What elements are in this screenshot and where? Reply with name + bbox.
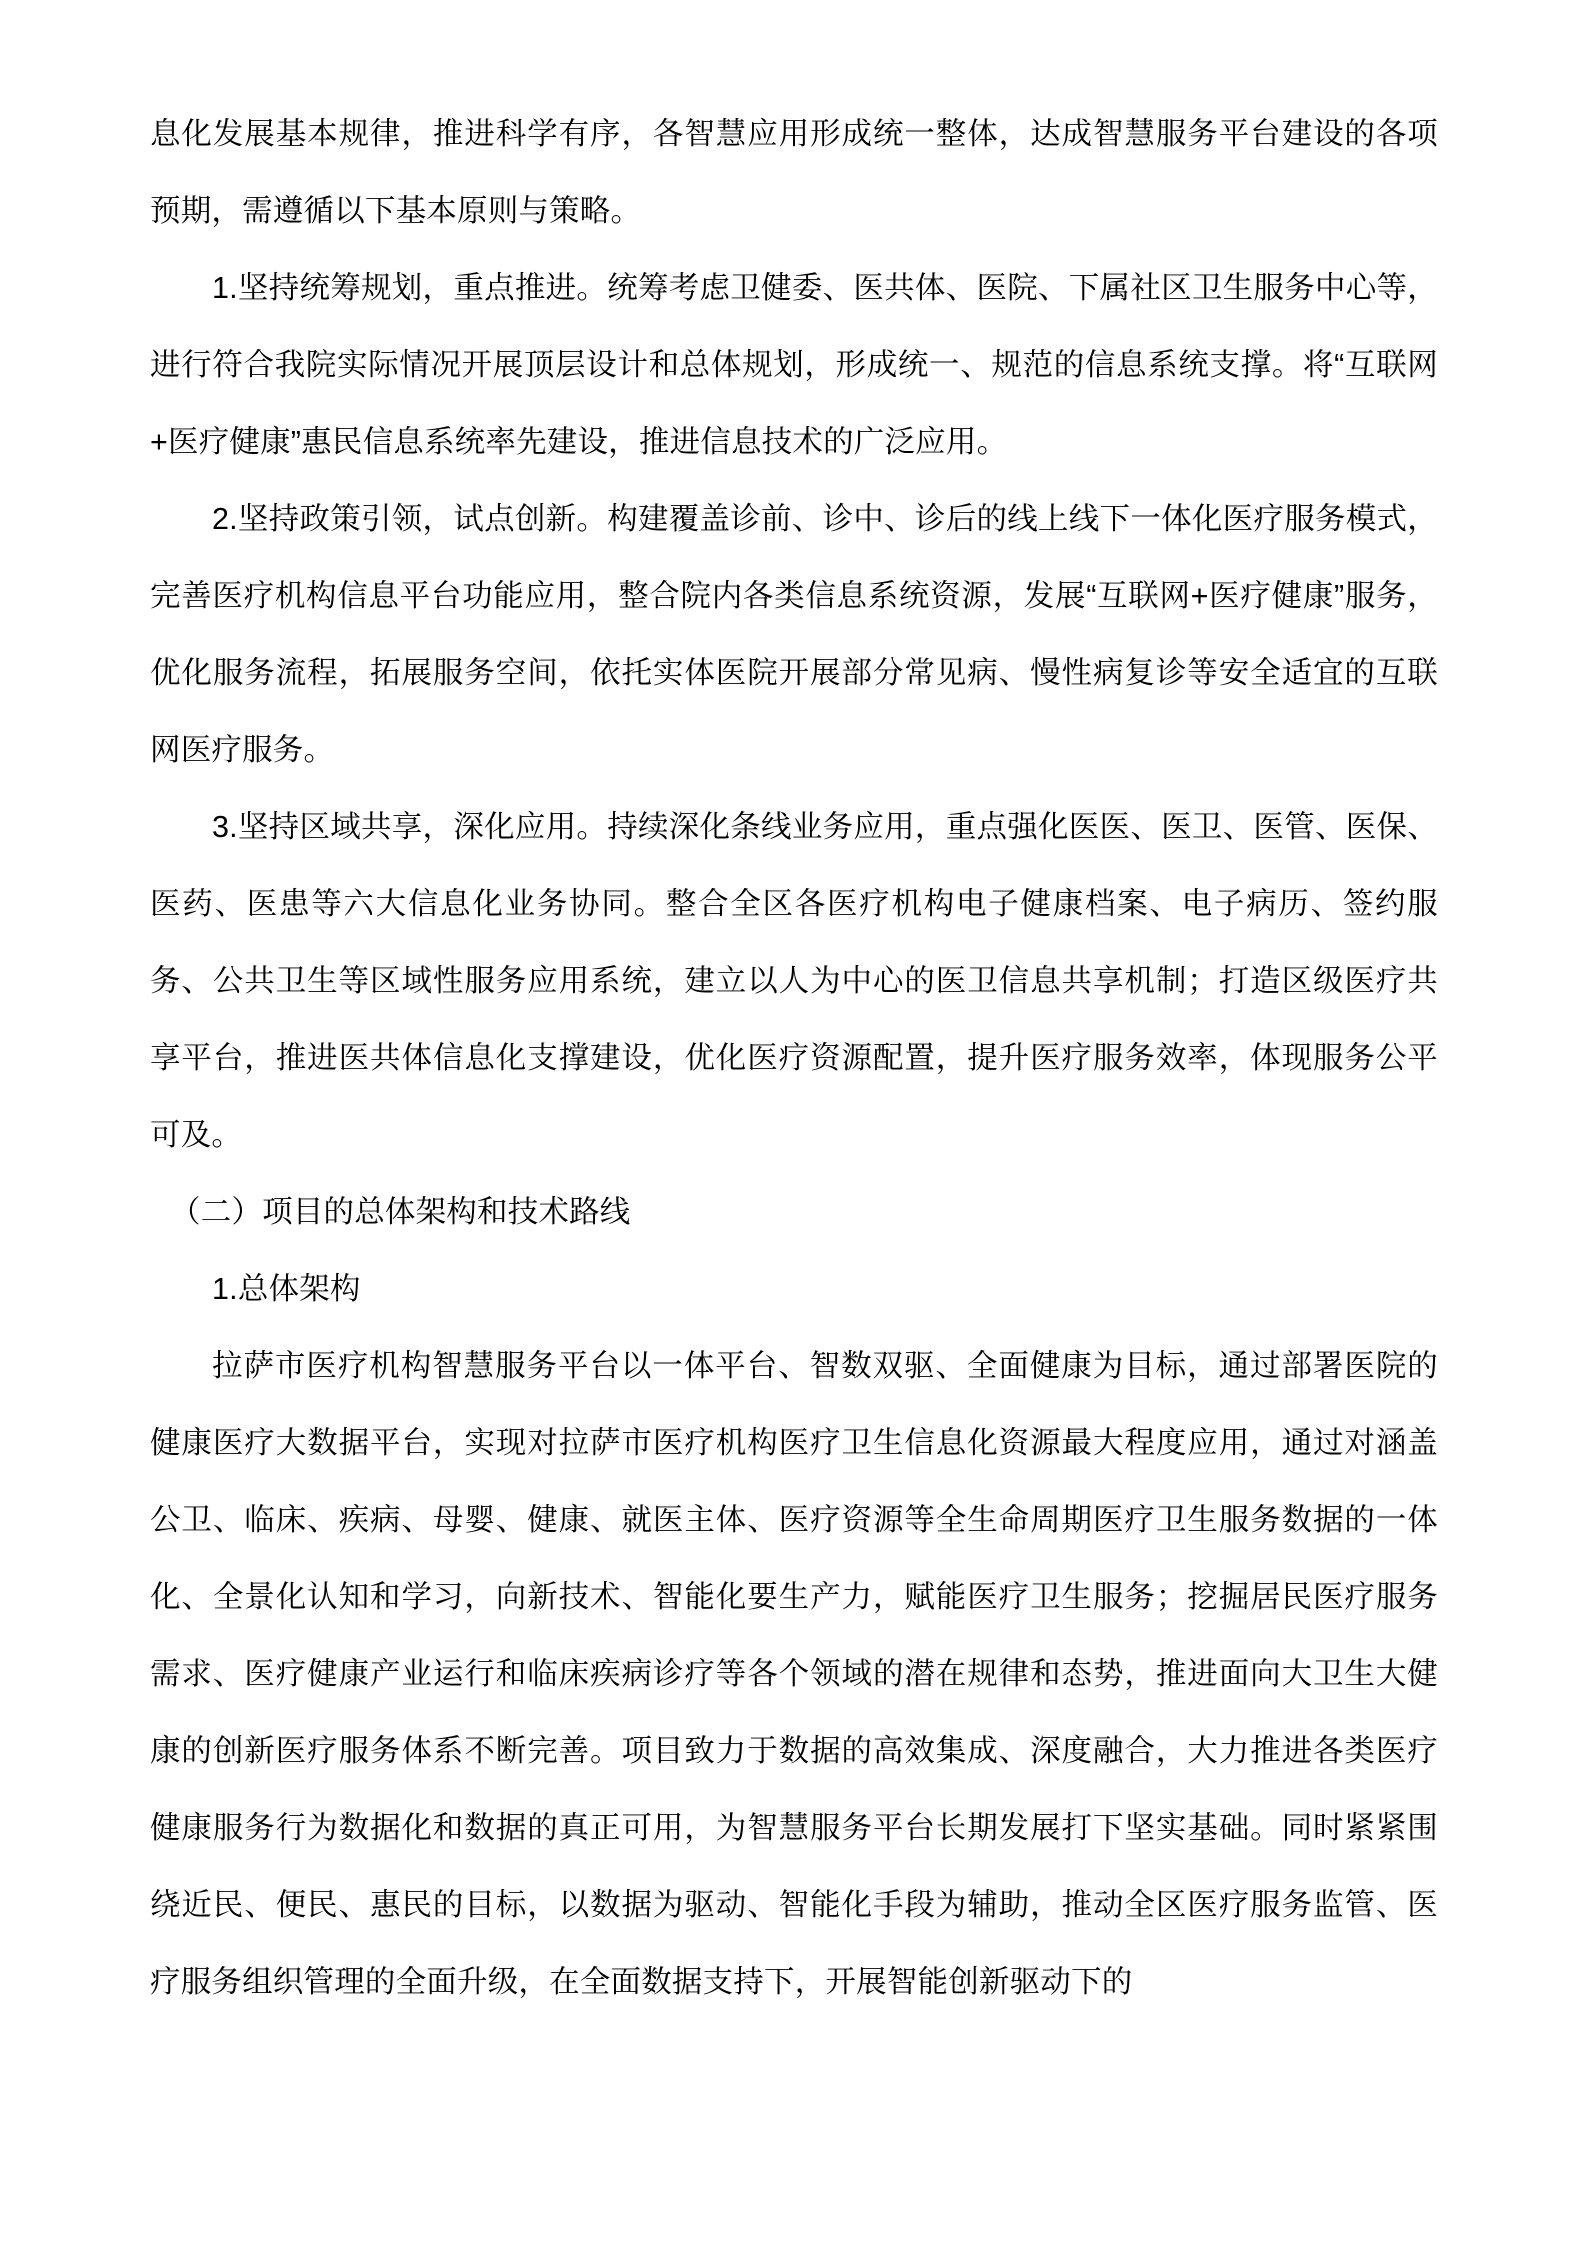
section-heading-project-architecture: （二）项目的总体架构和技术路线 [170, 1195, 631, 1229]
paragraph-principle-2: 2.坚持政策引领，试点创新。构建覆盖诊前、诊中、诊后的线上线下一体化医疗服务模式，完善医疗机构信息平台功能应用，整合院内各类信息系统资源，发展“互联网+医疗健康”服务，优化服务流程，拓展服务空间，依托实体医院开展部分常见病、慢性病复诊等安全适宜的互联网医疗服务。 [150, 502, 1438, 767]
paragraph-principle-3: 3.坚持区域共享，深化应用。持续深化条线业务应用，重点强化医医、医卫、医管、医保、医药、医患等六大信息化业务协同。整合全区各医疗机构电子健康档案、电子病历、签约服务、公共卫生等区域性服务应用系统，建立以人为中心的医卫信息共享机制；打造区级医疗共享平台，推进医共体信息化支撑建设，优化医疗资源配置，提升医疗服务效率，体现服务公平可及。 [150, 810, 1438, 1152]
paragraph-continued-intro: 息化发展基本规律，推进科学有序，各智慧应用形成统一整体，达成智慧服务平台建设的各项预期，需遵循以下基本原则与策略。 [150, 117, 1438, 228]
document-text-body [150, 96, 1438, 2021]
paragraph-principle-1: 1.坚持统筹规划，重点推进。统筹考虑卫健委、医共体、医院、下属社区卫生服务中心等，进行符合我院实际情况开展顶层设计和总体规划，形成统一、规范的信息系统支撑。将“互联网+医疗健康”惠民信息系统率先建设，推进信息技术的广泛应用。 [150, 271, 1438, 459]
paragraph-architecture-body: 拉萨市医疗机构智慧服务平台以一体平台、智数双驱、全面健康为目标，通过部署医院的健康医疗大数据平台，实现对拉萨市医疗机构医疗卫生信息化资源最大程度应用，通过对涵盖公卫、临床、疾病、母婴、健康、就医主体、医疗资源等全生命周期医疗卫生服务数据的一体化、全景化认知和学习，向新技术、智能化要生产力，赋能医疗卫生服务；挖掘居民医疗服务需求、医疗健康产业运行和临床疾病诊疗等各个领域的潜在规律和态势，推进面向大卫生大健康的创新医疗服务体系不断完善。项目致力于数据的高效集成、深度融合，大力推进各类医疗健康服务行为数据化和数据的真正可用，为智慧服务平台长期发展打下坚实基础。同时紧紧围绕近民、便民、惠民的目标，以数据为驱动、智能化手段为辅助，推动全区医疗服务监管、医疗服务组织管理的全面升级，在全面数据支持下，开展智能创新驱动下的 [150, 1349, 1438, 1999]
subsection-heading-overall-architecture: 1.总体架构 [212, 1272, 361, 1306]
